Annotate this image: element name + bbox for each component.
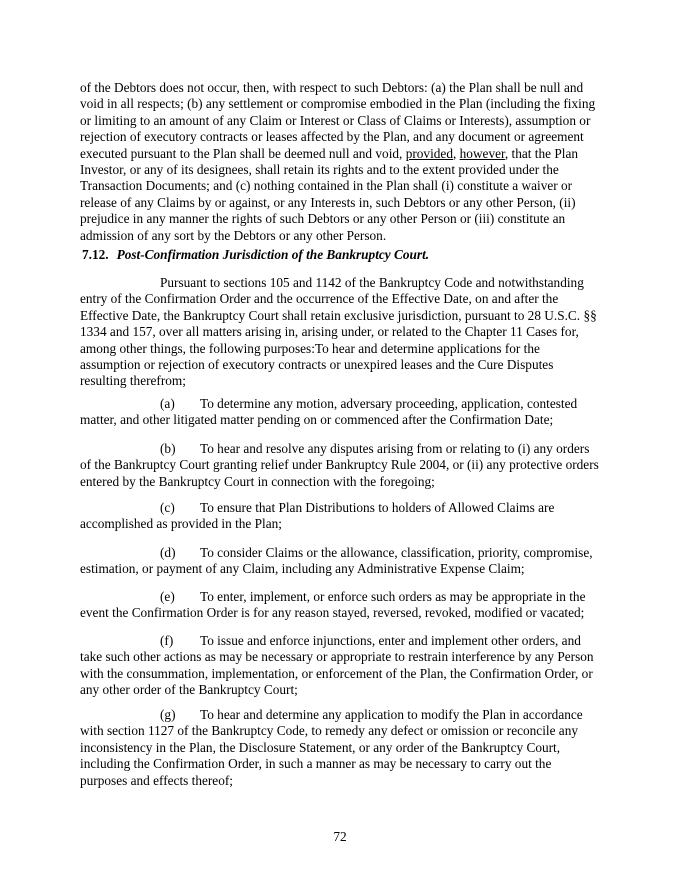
list-item-f (80, 633, 600, 699)
item-text-first: To consider Claims or the allowance, classification, priority, compromise, (200, 545, 593, 560)
intro-text-2: , that the Plan Investor, or any of its designees, shall retain its rights and to the extent provided under the Transaction Documents; and (c) nothing contained in the Plan shall (i) constitute a waiver or release of any Claims by or against, or any Interests in, such Debtors or any other Person, (ii) prejudice in any manner the rights of such Debtors or any other Person or (iii) constitute an admission of any sort by the Debtors or any other Person. (80, 145, 579, 243)
section-number: 7.12. (82, 247, 109, 262)
section-intro-paragraph: Pursuant to sections 105 and 1142 of the Bankruptcy Code and notwithstanding entry of the Confirmation Order and the occurrence of the Effective Date, on and after the Effective Date, the Bankruptcy Court shall retain exclusive jurisdiction, pursuant to 28 U.S.C. §§ 1334 and 157, over all matters arising in, arising under, or related to the Chapter 11 Cases for, among other things, the following purposes:To hear and determine applications for the assumption or rejection of executory contracts or unexpired leases and the Cure Disputes resulting therefrom; (80, 275, 597, 389)
item-text-first: To hear and determine any application to modify the Plan in accordance (200, 707, 583, 722)
item-label: (f) (160, 633, 174, 648)
list-item-d (80, 545, 600, 578)
item-text-first: To issue and enforce injunctions, enter and implement other orders, and (200, 633, 581, 648)
section-heading (82, 247, 429, 263)
intro-text-1: of the Debtors does not occur, then, with respect to such Debtors: (a) the Plan shall be null and void in all respects; (b) any settlement or compromise embodied in the Plan (including the fixing or limiting to an amount of any Claim or Interest or Class of Claims or Interests), assumption or rejection of executory contracts or leases affected by the Plan, and any document or agreement executed pursuant to the Plan shall be deemed null and void, (80, 80, 596, 161)
item-text-rest: accomplished as provided in the Plan; (80, 516, 282, 532)
item-text-rest: matter, and other litigated matter pending on or commenced after the Confirmation Date; (80, 412, 554, 428)
item-text-rest: with section 1127 of the Bankruptcy Code, to remedy any defect or omission or reconcile any inconsistency in the Plan, the Disclosure Statement, or any order of the Bankruptcy Court, including the Confirmation Order, in such a manner as may be necessary to carry out the purposes and effects thereof; (80, 723, 579, 788)
item-text-first: To determine any motion, adversary proceeding, application, contested (200, 396, 578, 411)
item-label: (c) (160, 500, 175, 515)
item-text-rest: of the Bankruptcy Court granting relief under Bankruptcy Rule 2004, or (ii) any protective orders entered by the Bankruptcy Court in connection with the foregoing; (80, 457, 599, 489)
list-item-a (80, 396, 600, 429)
item-text-rest: take such other actions as may be necessary or appropriate to restrain interference by any Person with the consummation, implementation, or enforcement of the Plan, the Confirmation Order, or any other order of the Bankruptcy Court; (80, 649, 594, 698)
however-term: however (459, 145, 505, 161)
list-item-b (80, 441, 600, 490)
item-text-first: To hear and resolve any disputes arising from or relating to (i) any orders (200, 441, 590, 456)
item-text-rest: estimation, or payment of any Claim, including any Administrative Expense Claim; (80, 561, 525, 577)
item-text-first: To ensure that Plan Distributions to holders of Allowed Claims are (200, 500, 555, 515)
page-number: 72 (333, 829, 347, 844)
item-text-rest: event the Confirmation Order is for any reason stayed, reversed, revoked, modified or vacated; (80, 605, 585, 621)
item-text-first: To enter, implement, or enforce such orders as may be appropriate in the (200, 589, 586, 604)
list-item-e (80, 589, 600, 622)
intro-paragraph (80, 80, 600, 244)
provided-term: provided (405, 145, 453, 161)
list-item-g (80, 707, 600, 789)
item-label: (e) (160, 589, 175, 604)
item-label: (b) (160, 441, 176, 456)
item-label: (a) (160, 396, 175, 411)
list-item-c (80, 500, 600, 533)
item-label: (g) (160, 707, 176, 722)
section-title: Post-Confirmation Jurisdiction of the Bankruptcy Court. (116, 247, 430, 262)
item-label: (d) (160, 545, 176, 560)
intro-comma: , (452, 145, 460, 161)
